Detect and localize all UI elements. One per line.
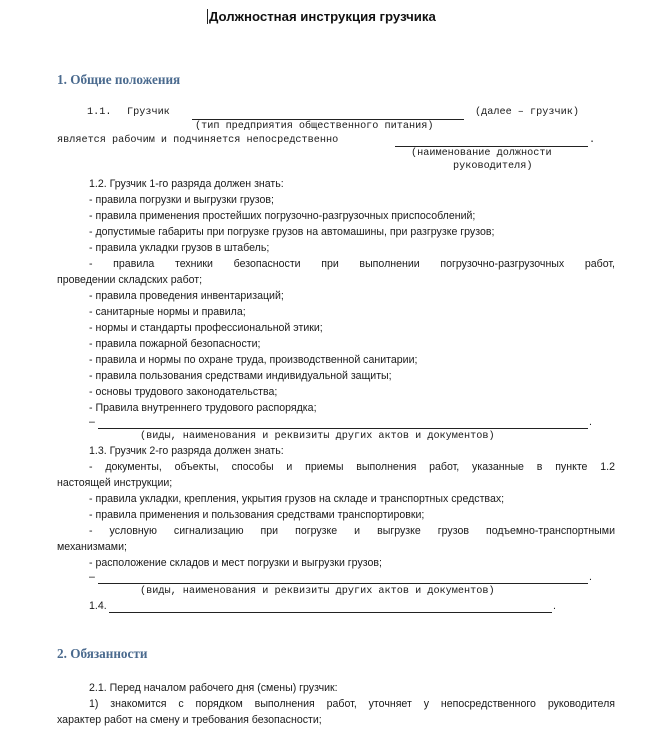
p11-blank-line-2 bbox=[395, 146, 588, 147]
p14-number: 1.4. bbox=[89, 600, 107, 612]
list-item-justified: - документы, объекты, способы и приемы выполнения работ, указанные в пункте 1.2 bbox=[89, 462, 615, 473]
p11-number: 1.1. bbox=[87, 107, 112, 118]
acts-dot: . bbox=[589, 416, 592, 428]
acts-blank-line-2 bbox=[98, 583, 588, 584]
list-item-justified: - условную сигнализацию при погрузке и выгрузке грузов подъемно-транспортными bbox=[89, 526, 615, 537]
acts-caption-2: (виды, наименования и реквизиты других актов и документов) bbox=[140, 586, 495, 597]
acts-blank-line bbox=[98, 428, 588, 429]
list-item-continuation: характер работ на смену и требования безопасности; bbox=[57, 714, 322, 726]
p11-word: Грузчик bbox=[127, 107, 170, 118]
list-item: - правила укладки, крепления, укрытия грузов на складе и транспортных средствах; bbox=[89, 493, 505, 505]
list-item: - санитарные нормы и правила; bbox=[89, 306, 246, 318]
p11-caption2-a: (наименование должности bbox=[411, 148, 552, 159]
text-cursor bbox=[207, 9, 208, 24]
p11-line2: является рабочим и подчиняется непосредственно bbox=[57, 135, 339, 146]
acts-caption: (виды, наименования и реквизиты других актов и документов) bbox=[140, 431, 495, 442]
list-item: - правила пользования средствами индивидуальной защиты; bbox=[89, 370, 392, 382]
p11-caption: (тип предприятия общественного питания) bbox=[195, 121, 434, 132]
list-item-continuation: проведении складских работ; bbox=[57, 274, 203, 286]
p21-head: 2.1. Перед началом рабочего дня (смены) грузчик: bbox=[89, 682, 338, 694]
list-item: - правила проведения инвентаризаций; bbox=[89, 290, 284, 302]
section-2-heading: 2. Обязанности bbox=[57, 646, 148, 661]
list-item: - правила погрузки и выгрузки грузов; bbox=[89, 194, 274, 206]
acts-dash: – bbox=[89, 416, 95, 428]
p11-dot: . bbox=[589, 135, 596, 146]
p11-caption2-b: руководителя) bbox=[453, 161, 533, 172]
p13-head: 1.3. Грузчик 2-го разряда должен знать: bbox=[89, 445, 284, 457]
list-item: - правила укладки грузов в штабель; bbox=[89, 242, 270, 254]
section-1-heading: 1. Общие положения bbox=[57, 72, 181, 87]
list-item-continuation: механизмами; bbox=[57, 541, 127, 553]
list-item-continuation: настоящей инструкции; bbox=[57, 477, 173, 489]
list-item: - расположение складов и мест погрузки и выгрузки грузов; bbox=[89, 557, 382, 569]
acts-dot-2: . bbox=[589, 571, 592, 583]
list-item: - правила применения и пользования средствами транспортировки; bbox=[89, 509, 425, 521]
p14-dot: . bbox=[553, 600, 556, 612]
p11-blank-line bbox=[192, 119, 464, 120]
list-item: - правила пожарной безопасности; bbox=[89, 338, 261, 350]
list-item: - правила применения простейших погрузочно-разгрузочных приспособлений; bbox=[89, 210, 476, 222]
list-item: - основы трудового законодательства; bbox=[89, 386, 278, 398]
list-item-justified: - правила техники безопасности при выполнении погрузочно-разгрузочных работ, bbox=[89, 259, 615, 270]
p11-after-text: (далее – грузчик) bbox=[475, 107, 579, 118]
document-title: Должностная инструкция грузчика bbox=[209, 9, 436, 24]
list-item: - допустимые габариты при погрузке грузов на автомашины, при разгрузке грузов; bbox=[89, 226, 495, 238]
list-item: - правила и нормы по охране труда, производственной санитарии; bbox=[89, 354, 418, 366]
list-item: - нормы и стандарты профессиональной этики; bbox=[89, 322, 323, 334]
list-item-justified: 1) знакомится с порядком выполнения работ, уточняет у непосредственного руководителя bbox=[89, 699, 615, 710]
acts-dash-2: – bbox=[89, 571, 95, 583]
p12-head: 1.2. Грузчик 1-го разряда должен знать: bbox=[89, 178, 284, 190]
p14-blank-line bbox=[109, 612, 552, 613]
list-item: - Правила внутреннего трудового распорядка; bbox=[89, 402, 317, 414]
